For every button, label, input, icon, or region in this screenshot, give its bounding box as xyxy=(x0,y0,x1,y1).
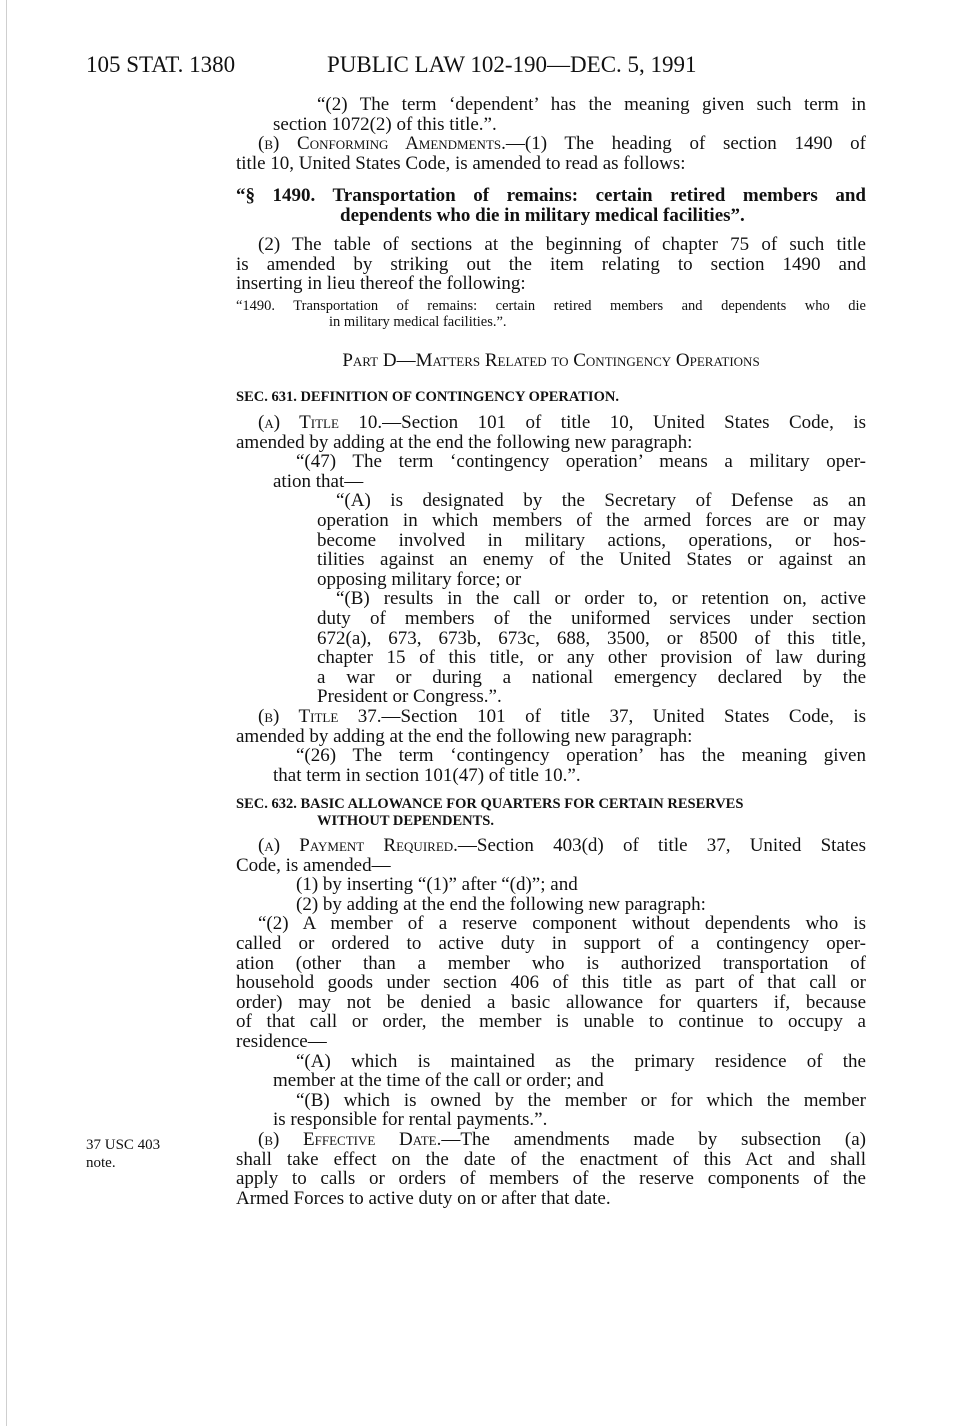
list-item: (1) by inserting “(1)” after “(d)”; and xyxy=(296,874,578,896)
statute-page-reference: 105 STAT. 1380 xyxy=(86,52,236,77)
text-line: become involved in military actions, operations, or hos- xyxy=(317,529,866,551)
text-line: 672(a), 673, 673b, 673c, 688, 3500, or 8500 of this title, xyxy=(317,627,866,649)
subsection-heading: (b) Conforming Amendments. xyxy=(258,133,506,155)
text-line: shall take effect on the date of the enactment of this Act and shall xyxy=(236,1148,866,1170)
subsection-a-line: (a) Title 10.—Section 101 of title 10, United States Code, is xyxy=(258,412,866,433)
section-631 xyxy=(236,389,866,785)
text-line: operation in which members of the armed forces are or may xyxy=(317,509,866,531)
text-line: dependents who die in military medical facilities”. xyxy=(340,204,745,226)
text-line: a war or during a national emergency declared by the xyxy=(317,666,866,688)
text-line: title 10, United States Code, is amended to read as follows: xyxy=(236,152,686,174)
section-heading-continued: WITHOUT DEPENDENTS. xyxy=(317,813,494,829)
subsection-b-line: (b) Effective Date.—The amendments made by subsection (a) xyxy=(258,1128,866,1150)
subsection-heading: (b) Effective Date. xyxy=(258,1128,442,1150)
text-line: household goods under section 406 of this title as part of that call or xyxy=(236,972,866,994)
part-d-heading: Part D—Matters Related to Contingency Operations xyxy=(342,350,760,371)
text-line: Code, is amended— xyxy=(236,854,391,876)
margin-note xyxy=(86,1136,160,1172)
text-line: President or Congress.”. xyxy=(317,686,502,708)
text-line: “(2) A member of a reserve component without dependents who is xyxy=(258,913,866,935)
section-heading: SEC. 632. BASIC ALLOWANCE FOR QUARTERS FOR CERTAIN RESERVES xyxy=(236,796,744,812)
text-line: “1490. Transportation of remains: certain retired members and dependents who die xyxy=(236,298,866,314)
table-of-sections-amendment xyxy=(236,235,866,294)
subsection-heading: (b) Title 37. xyxy=(258,705,382,727)
text-line: inserting in lieu thereof the following: xyxy=(236,273,526,295)
text-line: “(B) results in the call or order to, or retention on, active xyxy=(336,588,866,610)
text-line: tilities against an enemy of the United States or against an xyxy=(317,549,866,571)
text-line: (2) The table of sections at the beginning of chapter 75 of such title xyxy=(258,234,866,255)
dependent-definition-block xyxy=(236,95,866,173)
text-line: “(2) The term ‘dependent’ has the meaning given such term in xyxy=(317,94,866,115)
text-line: ation that— xyxy=(273,470,364,492)
text-line: “§ 1490. Transportation of remains: certain retired members and xyxy=(236,185,866,206)
subsection-heading: (a) Title 10. xyxy=(258,412,383,433)
text-line: order) may not be denied a basic allowance for quarters if, because xyxy=(236,991,866,1013)
text-line: “(A) which is maintained as the primary residence of the xyxy=(296,1050,866,1072)
text-line: in military medical facilities.”. xyxy=(329,314,507,330)
margin-note-citation: 37 USC 403 xyxy=(86,1137,161,1153)
public-law-header: PUBLIC LAW 102-190—DEC. 5, 1991 xyxy=(327,52,697,77)
text-line: that term in section 101(47) of title 10.”. xyxy=(273,764,581,786)
section-1490-heading xyxy=(236,186,866,225)
text-line: of that call or order, the member is unable to continue to occupy a xyxy=(236,1011,866,1033)
table-of-sections-item xyxy=(236,298,866,330)
section-632 xyxy=(236,796,866,1208)
page-edge-line xyxy=(6,0,7,1426)
subsection-a-line: (a) Payment Required.—Section 403(d) of title 37, United States xyxy=(258,835,866,856)
text-line: chapter 15 of this title, or any other provision of law during xyxy=(317,647,866,669)
text-line: “(A) is designated by the Secretary of Defense as an xyxy=(336,490,866,512)
text-line: opposing military force; or xyxy=(317,568,522,590)
subsection-heading: (a) Payment Required. xyxy=(258,835,458,856)
margin-note-label: note. xyxy=(86,1155,116,1171)
section-heading: SEC. 631. DEFINITION OF CONTINGENCY OPERATION. xyxy=(236,389,619,405)
text-line: duty of members of the uniformed services under section xyxy=(317,607,866,629)
text-line: ation (other than a member who is authorized transportation of xyxy=(236,952,866,974)
text-line: “(26) The term ‘contingency operation’ has the meaning given xyxy=(296,745,866,767)
text-line: “(47) The term ‘contingency operation’ means a military oper- xyxy=(296,451,866,473)
text-line: residence— xyxy=(236,1030,327,1052)
text-line: “(B) which is owned by the member or for which the member xyxy=(296,1089,866,1111)
text-line: apply to calls or orders of members of the reserve components of the xyxy=(236,1168,866,1190)
text-line: section 1072(2) of this title.”. xyxy=(273,113,497,135)
text-line: Armed Forces to active duty on or after that date. xyxy=(236,1187,611,1209)
text-line: amended by adding at the end the following new paragraph: xyxy=(236,431,693,453)
subsection-b-line: (b) Title 37.—Section 101 of title 37, United States Code, is xyxy=(258,705,866,727)
text-line: member at the time of the call or order; and xyxy=(273,1070,604,1092)
subsection-b-line: (b) Conforming Amendments.—(1) The heading of section 1490 of xyxy=(258,133,866,155)
list-item: (2) by adding at the end the following new paragraph: xyxy=(296,893,706,915)
text-line: called or ordered to active duty in support of a contingency oper- xyxy=(236,932,866,954)
text-line: is amended by striking out the item relating to section 1490 and xyxy=(236,253,866,275)
text-line: is responsible for rental payments.”. xyxy=(273,1109,548,1131)
text-line: amended by adding at the end the following new paragraph: xyxy=(236,725,693,747)
